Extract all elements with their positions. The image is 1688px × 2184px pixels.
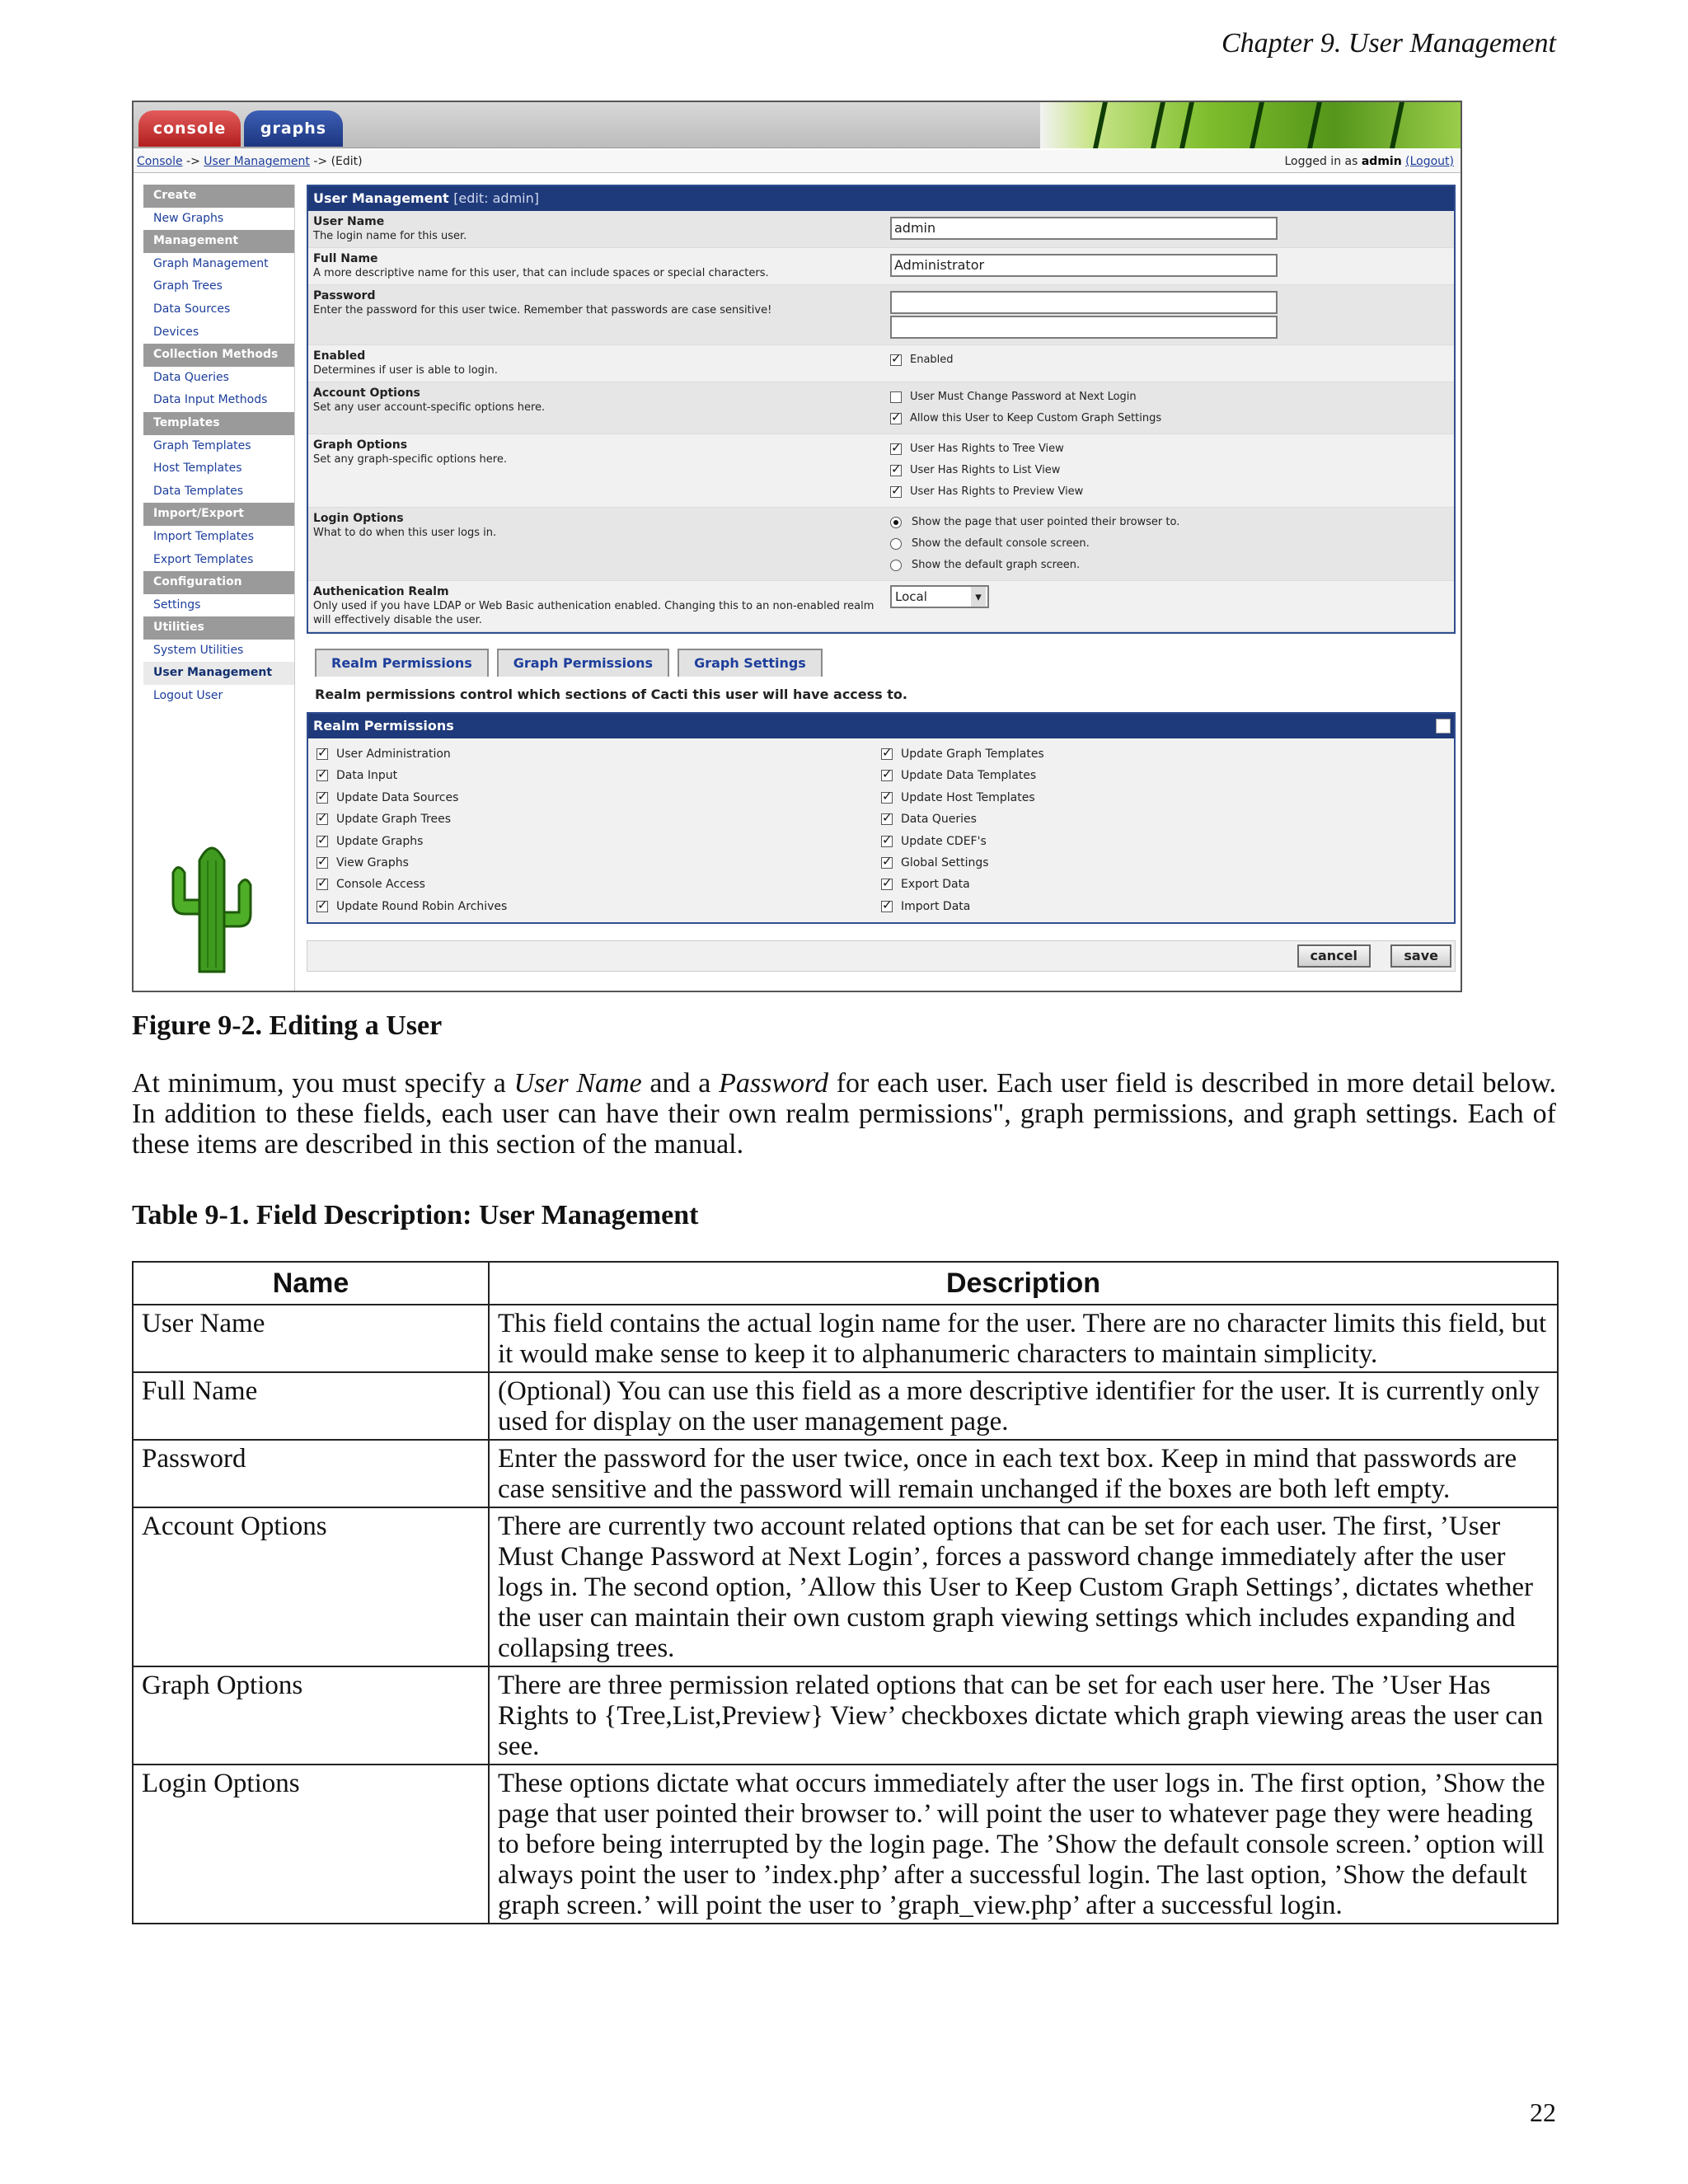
realm-permission-item: ✓Console Access	[316, 874, 881, 895]
tree-view-checkbox[interactable]	[890, 443, 902, 455]
table-row	[133, 1372, 1558, 1440]
list-view-checkbox[interactable]	[890, 465, 902, 476]
row-account-options: Account Options Set any user account-specific options here. User Must Change Password at Next Login ✓Allow this User to Keep Custom Graph Settings	[308, 382, 1454, 434]
cactus-logo-icon	[166, 836, 257, 976]
realm-permission-checkbox[interactable]	[881, 792, 893, 804]
realm-permission-checkbox[interactable]	[881, 901, 893, 912]
tab-console[interactable]: console	[138, 110, 241, 147]
row-enabled: Enabled Determines if user is able to login. ✓Enabled	[308, 345, 1454, 382]
field-name-cell: Account Options	[133, 1507, 489, 1666]
sidebar-section-header: Configuration	[143, 571, 294, 594]
table-caption: Table 9-1. Field Description: User Management	[132, 1200, 699, 1230]
sidebar-item[interactable]: Logout User	[153, 689, 223, 703]
realm-permission-checkbox[interactable]	[881, 748, 893, 760]
user-form	[307, 185, 1456, 634]
table-row	[133, 1765, 1558, 1924]
page-number: 22	[1530, 2097, 1556, 2127]
realm-permission-checkbox[interactable]	[316, 813, 328, 825]
sidebar-item[interactable]: New Graphs	[153, 211, 224, 225]
table-header-description: Description	[489, 1262, 1558, 1305]
realm-permission-checkbox[interactable]	[881, 857, 893, 869]
tab-graph-permissions[interactable]: Graph Permissions	[497, 649, 669, 677]
realm-note: Realm permissions control which sections of Cacti this user will have access to.	[315, 687, 907, 702]
realm-permission-item: ✓Update Data Templates	[881, 765, 1446, 786]
realm-permission-checkbox[interactable]	[316, 879, 328, 890]
realm-permission-item: ✓Import Data	[881, 896, 1446, 917]
realm-permission-checkbox[interactable]	[316, 748, 328, 760]
sidebar-item[interactable]: Devices	[153, 325, 199, 339]
table-row	[133, 1666, 1558, 1765]
body-paragraph: At minimum, you must specify a User Name and a Password for each user. Each user field is described in more detail below. In addition to these fields, each user can have their own realm permissions", graph permissions, and graph settings. Each of these items are described in this section of the manual.	[132, 1068, 1557, 1160]
must-change-password-checkbox[interactable]	[890, 391, 902, 403]
login-option-radio[interactable]	[890, 560, 902, 571]
realm-left-column	[316, 743, 881, 917]
sidebar-item[interactable]: Import Templates	[153, 529, 255, 543]
sidebar-item[interactable]: Host Templates	[153, 462, 242, 476]
row-password: Password Enter the password for this user twice. Remember that passwords are case sensitive!	[308, 285, 1454, 345]
field-description-cell: Enter the password for the user twice, once in each text box. Keep in mind that passwords are case sensitive and the password will remain unchanged if the boxes are both left empty.	[489, 1440, 1558, 1507]
realm-permission-item: ✓View Graphs	[316, 852, 881, 874]
main-content	[307, 185, 1456, 972]
realm-permission-checkbox[interactable]	[316, 770, 328, 781]
tab-graph-settings[interactable]: Graph Settings	[678, 649, 823, 677]
field-description-cell: (Optional) You can use this field as a more descriptive identifier for the user. It is currently only used for display on the user management page.	[489, 1372, 1558, 1440]
realm-permission-item: ✓Update Host Templates	[881, 787, 1446, 808]
sidebar-item[interactable]: System Utilities	[153, 643, 244, 657]
realm-permission-item: ✓Update Round Robin Archives	[316, 896, 881, 917]
sidebar-section-header: Templates	[143, 412, 294, 435]
table-row	[133, 1507, 1558, 1666]
breadcrumb-sep: ->	[186, 155, 200, 168]
field-description-cell: These options dictate what occurs immediately after the user logs in. The first option, ’Show the page that user pointed their browser to.’ will point the user to whatever page they were heading to before being interrupted by the login page. The ’Show the default console screen.’ option will always point the user to ’index.php’ after a successful login. The last option, ’Show the default graph screen.’ will point the user to ’graph_view.php’ after a successful login.	[489, 1765, 1558, 1924]
sidebar-section-header: Management	[143, 230, 294, 253]
realm-permission-checkbox[interactable]	[316, 857, 328, 869]
realm-permission-item: ✓User Administration	[316, 743, 881, 765]
sidebar-item[interactable]: User Management	[143, 662, 294, 685]
realm-right-column	[881, 743, 1446, 917]
row-graph-options: Graph Options Set any graph-specific options here. ✓User Has Rights to Tree View ✓User Has Rights to List View ✓User Has Rights to Preview View	[308, 434, 1454, 508]
field-description-cell: There are currently two account related options that can be set for each user. The first, ’User Must Change Password at Next Login’, forces a password change immediately after the user logs in. The second option, ’Allow this User to Keep Custom Graph Settings’, dictates whether the user can maintain their own custom graph viewing settings which includes expanding and collapsing trees.	[489, 1507, 1558, 1666]
sidebar-item[interactable]: Data Sources	[153, 302, 231, 316]
login-user: admin	[1361, 155, 1402, 168]
realm-permission-item: ✓Global Settings	[881, 852, 1446, 874]
form-header: User Management [edit: admin]	[308, 186, 1454, 211]
login-status: Logged in as admin (Logout)	[1284, 155, 1454, 168]
figure-caption: Figure 9-2. Editing a User	[132, 1010, 443, 1041]
sidebar-section-header: Utilities	[143, 616, 294, 640]
auth-realm-select[interactable]: Local ▾	[890, 585, 989, 608]
realm-permission-checkbox[interactable]	[316, 836, 328, 847]
sidebar-item[interactable]: Graph Management	[153, 256, 269, 270]
row-login-options: Login Options What to do when this user logs in. Show the page that user pointed their browser to. Show the default console screen. Show the default graph screen.	[308, 508, 1454, 581]
enabled-checkbox[interactable]	[890, 354, 902, 366]
realm-permission-checkbox[interactable]	[881, 813, 893, 825]
password-input[interactable]	[890, 291, 1278, 314]
realm-permission-checkbox[interactable]	[881, 836, 893, 847]
field-name-cell: Full Name	[133, 1372, 489, 1440]
user-name-input[interactable]: admin	[890, 217, 1278, 240]
realm-permission-checkbox[interactable]	[881, 770, 893, 781]
login-option-radio[interactable]	[890, 517, 902, 528]
row-auth-realm: Authenication Realm Only used if you have LDAP or Web Basic authenication enabled. Changing this to an non-enabled realm will effectively disable the user. Local ▾	[308, 581, 1454, 632]
chapter-header: Chapter 9. User Management	[1221, 28, 1556, 59]
full-name-input[interactable]: Administrator	[890, 254, 1278, 277]
realm-permissions-box	[307, 712, 1456, 924]
realm-permission-item: ✓Update Graph Templates	[881, 743, 1446, 765]
realm-permission-checkbox[interactable]	[316, 792, 328, 804]
field-description-table	[132, 1261, 1559, 1924]
realm-permission-item: ✓Update Graphs	[316, 831, 881, 852]
sidebar-item[interactable]: Graph Trees	[153, 279, 223, 293]
sidebar-item[interactable]: Data Templates	[153, 484, 244, 498]
sidebar-item[interactable]: Data Input Methods	[153, 393, 268, 407]
realm-permission-item: ✓Update Data Sources	[316, 787, 881, 808]
breadcrumb-sep: ->	[313, 155, 328, 168]
logout-link[interactable]: (Logout)	[1405, 155, 1454, 168]
breadcrumb-edit: (Edit)	[331, 155, 363, 168]
cancel-button[interactable]: cancel	[1297, 944, 1372, 968]
cactus-banner	[1040, 102, 1461, 148]
top-bar	[134, 102, 1461, 148]
tab-graphs[interactable]: graphs	[244, 110, 343, 147]
realm-permission-checkbox[interactable]	[316, 901, 328, 912]
breadcrumb	[134, 150, 1461, 173]
field-description-cell: This field contains the actual login name for the user. There are no character limits this field, but it would make sense to keep it to alphanumeric characters to maintain simplicity.	[489, 1305, 1558, 1372]
table-header-name: Name	[133, 1262, 489, 1305]
field-name-cell: Graph Options	[133, 1666, 489, 1765]
field-name-cell: Password	[133, 1440, 489, 1507]
breadcrumb-user-management[interactable]: User Management	[204, 155, 310, 168]
keep-graph-settings-checkbox[interactable]	[890, 413, 902, 424]
sidebar-section-header: Create	[143, 185, 294, 208]
sidebar	[134, 185, 295, 991]
realm-permission-item: ✓Export Data	[881, 874, 1446, 895]
tab-realm-permissions[interactable]: Realm Permissions	[315, 649, 489, 677]
row-user-name: User Name The login name for this user. admin	[308, 211, 1454, 248]
preview-view-checkbox[interactable]	[890, 486, 902, 498]
realm-permission-item: ✓Update Graph Trees	[316, 808, 881, 830]
breadcrumb-console[interactable]: Console	[137, 155, 183, 168]
password-confirm-input[interactable]	[890, 316, 1278, 339]
realm-permission-item: ✓Data Input	[316, 765, 881, 786]
table-row	[133, 1440, 1558, 1507]
realm-header: Realm Permissions	[308, 714, 1454, 738]
field-name-cell: Login Options	[133, 1765, 489, 1924]
table-row	[133, 1305, 1558, 1372]
sidebar-section-header: Import/Export	[143, 503, 294, 526]
form-footer	[307, 940, 1456, 972]
cacti-screenshot	[132, 101, 1462, 992]
field-name-cell: User Name	[133, 1305, 489, 1372]
sidebar-item[interactable]: Graph Templates	[153, 438, 251, 452]
select-all-checkbox[interactable]	[1436, 719, 1451, 733]
permission-tabs	[307, 649, 1456, 677]
sidebar-item[interactable]: Export Templates	[153, 552, 254, 566]
sidebar-item[interactable]: Settings	[153, 598, 201, 612]
realm-permission-checkbox[interactable]	[881, 879, 893, 890]
sidebar-item[interactable]: Data Queries	[153, 370, 229, 384]
row-full-name: Full Name A more descriptive name for this user, that can include spaces or special characters. Administrator	[308, 248, 1454, 285]
save-button[interactable]: save	[1390, 944, 1451, 968]
field-description-cell: There are three permission related options that can be set for each user here. The ’User Has Rights to {Tree,List,Preview} View’ checkboxes dictate which graph viewing areas the user can see.	[489, 1666, 1558, 1765]
realm-permission-item: ✓Data Queries	[881, 808, 1446, 830]
login-option-radio[interactable]	[890, 538, 902, 550]
realm-permission-item: ✓Update CDEF's	[881, 831, 1446, 852]
sidebar-section-header: Collection Methods	[143, 344, 294, 367]
